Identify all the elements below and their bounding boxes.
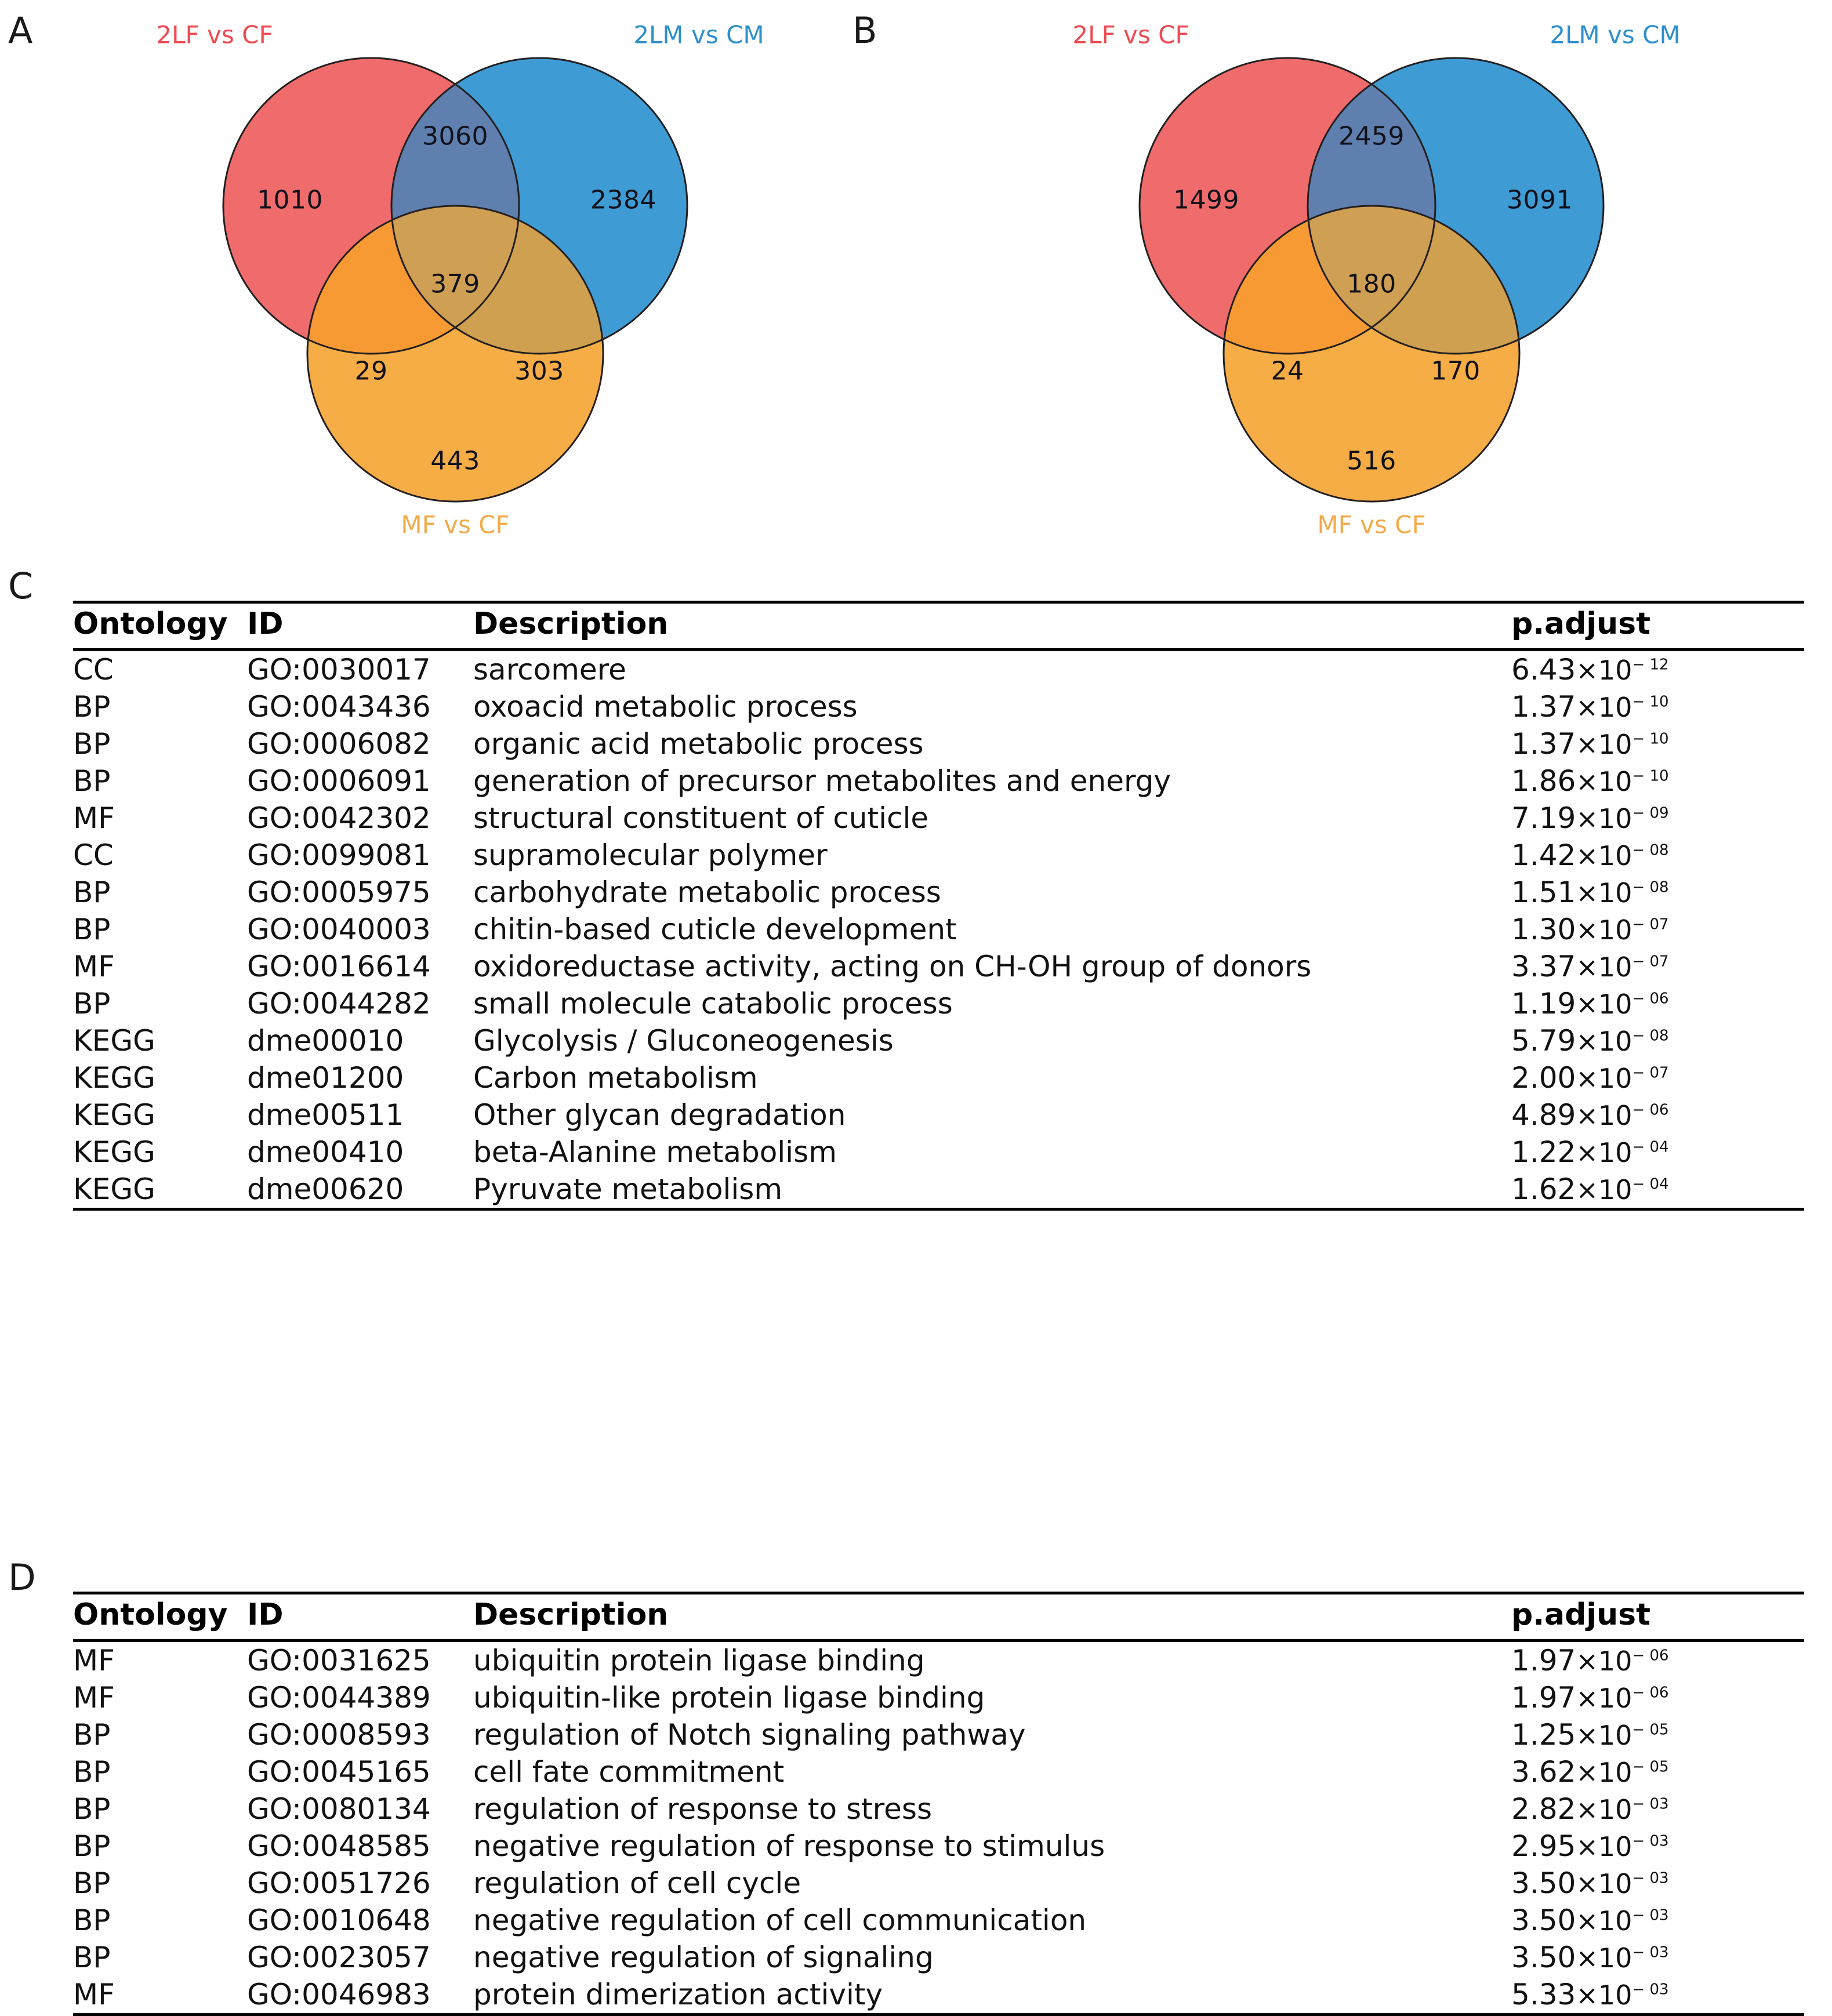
cell-description: oxidoreductase activity, acting on CH-OH group of donors xyxy=(473,949,1312,983)
cell-description: carbohydrate metabolic process xyxy=(473,875,941,909)
cell-description: Carbon metabolism xyxy=(473,1060,758,1095)
cell-ontology: CC xyxy=(73,838,114,872)
table-row xyxy=(73,1640,1804,1679)
table-row xyxy=(73,1902,1804,1939)
cell-padjust: $3.62\times 10^{- 05}$ xyxy=(1511,1755,1669,1789)
cell-ontology: KEGG xyxy=(73,1135,155,1169)
table-row xyxy=(73,688,1804,725)
cell-id: dme01200 xyxy=(247,1060,404,1095)
cell-ontology: MF xyxy=(73,801,115,835)
table-row xyxy=(73,948,1804,985)
cell-padjust: $2.95\times 10^{- 03}$ xyxy=(1511,1829,1669,1863)
table-row xyxy=(73,1939,1804,1976)
table-row xyxy=(73,649,1804,688)
table-row xyxy=(73,985,1804,1022)
cell-description: negative regulation of signaling xyxy=(473,1940,934,1974)
table-row xyxy=(73,1096,1804,1134)
cell-id: GO:0046983 xyxy=(247,1976,473,2015)
cell-padjust: $3.50\times 10^{- 03}$ xyxy=(1511,1903,1669,1937)
cell-id: GO:0006082 xyxy=(247,727,431,761)
cell-padjust: $1.97\times 10^{- 06}$ xyxy=(1511,1680,1669,1714)
table-row xyxy=(73,1059,1804,1096)
cell-id: GO:0031625 xyxy=(247,1643,431,1677)
cell-ontology: BP xyxy=(73,1829,111,1863)
table-row xyxy=(73,1865,1804,1902)
venn-count-right-bottom-a: 303 xyxy=(514,356,564,386)
cell-padjust: $7.19\times 10^{- 09}$ xyxy=(1511,801,1669,835)
cell-id: dme00620 xyxy=(247,1171,473,1209)
venn-count-left-right-a: 3060 xyxy=(422,121,488,151)
cell-description: organic acid metabolic process xyxy=(473,727,924,761)
cell-id: dme00511 xyxy=(247,1098,404,1132)
cell-padjust: $1.37\times 10^{- 10}$ xyxy=(1511,727,1669,761)
cell-ontology: KEGG xyxy=(73,1098,155,1132)
cell-description: regulation of response to stress xyxy=(473,1792,932,1826)
cell-padjust: $1.42\times 10^{- 08}$ xyxy=(1511,838,1669,872)
panel-label-b: B xyxy=(852,9,877,52)
table-header-row xyxy=(73,1593,1804,1641)
venn-set-label-left-a: 2LF vs CF xyxy=(156,20,273,49)
cell-ontology: BP xyxy=(73,1940,111,1974)
table-row xyxy=(73,1790,1804,1828)
cell-padjust: $1.86\times 10^{- 10}$ xyxy=(1511,764,1669,798)
cell-description: beta-Alanine metabolism xyxy=(473,1135,837,1169)
venn-set-label-left-b: 2LF vs CF xyxy=(1072,20,1189,49)
cell-ontology: BP xyxy=(73,986,111,1020)
cell-padjust: $1.62\times 10^{- 04}$ xyxy=(1511,1171,1804,1209)
cell-id: GO:0048585 xyxy=(247,1829,431,1863)
cell-id: GO:0008593 xyxy=(247,1717,431,1752)
cell-id: GO:0044282 xyxy=(247,986,431,1020)
col-header-id: ID xyxy=(247,1593,473,1641)
cell-description: oxoacid metabolic process xyxy=(473,689,858,724)
cell-padjust: $5.79\times 10^{- 08}$ xyxy=(1511,1023,1669,1058)
venn-diagram-b xyxy=(916,0,1832,551)
cell-ontology: BP xyxy=(73,875,111,909)
cell-description: chitin-based cuticle development xyxy=(473,912,957,946)
cell-id: GO:0042302 xyxy=(247,801,431,835)
cell-ontology: MF xyxy=(73,1643,115,1677)
cell-id: dme00410 xyxy=(247,1135,404,1169)
table-row xyxy=(73,1976,1804,2015)
cell-id: GO:0099081 xyxy=(247,838,431,872)
cell-ontology: KEGG xyxy=(73,1171,247,1209)
cell-description: regulation of Notch signaling pathway xyxy=(473,1717,1026,1752)
table-row xyxy=(73,837,1804,874)
venn-set-label-bottom-a: MF vs CF xyxy=(401,510,510,539)
venn-count-left-only-a: 1010 xyxy=(257,185,323,215)
cell-id: dme00010 xyxy=(247,1023,404,1058)
cell-padjust: $3.50\times 10^{- 03}$ xyxy=(1511,1866,1669,1900)
venn-count-left-only-b: 1499 xyxy=(1173,185,1239,215)
table-row xyxy=(73,725,1804,762)
enrichment-table-c xyxy=(73,601,1804,1211)
cell-padjust: $5.33\times 10^{- 03}$ xyxy=(1511,1976,1804,2015)
cell-description: Other glycan degradation xyxy=(473,1098,846,1132)
cell-description: Pyruvate metabolism xyxy=(473,1171,1511,1209)
cell-ontology: BP xyxy=(73,1792,111,1826)
cell-id: GO:0040003 xyxy=(247,912,431,946)
cell-padjust: $3.37\times 10^{- 07}$ xyxy=(1511,949,1669,983)
cell-id: GO:0023057 xyxy=(247,1940,431,1974)
cell-ontology: BP xyxy=(73,1755,111,1789)
enrichment-table-d xyxy=(73,1592,1804,2016)
table-row xyxy=(73,1753,1804,1790)
venn-count-all-three-b: 180 xyxy=(1347,269,1396,299)
panel-label-d: D xyxy=(8,1556,36,1599)
col-header-ontology: Ontology xyxy=(73,1593,247,1641)
cell-description: negative regulation of cell communication xyxy=(473,1903,1087,1937)
col-header-description: Description xyxy=(473,602,1511,650)
col-header-description: Description xyxy=(473,1593,1511,1641)
venn-set-label-right-b: 2LM vs CM xyxy=(1550,20,1681,49)
venn-count-bottom-only-a: 443 xyxy=(430,446,480,476)
cell-description: cell fate commitment xyxy=(473,1755,785,1789)
cell-ontology: MF xyxy=(73,1680,115,1714)
cell-id: GO:0051726 xyxy=(247,1866,431,1900)
cell-ontology: BP xyxy=(73,1866,111,1900)
cell-padjust: $6.43\times 10^{- 12}$ xyxy=(1511,652,1669,686)
cell-padjust: $3.50\times 10^{- 03}$ xyxy=(1511,1940,1669,1974)
cell-description: generation of precursor metabolites and energy xyxy=(473,764,1171,798)
cell-ontology: KEGG xyxy=(73,1060,155,1095)
cell-ontology: KEGG xyxy=(73,1023,155,1058)
venn-count-left-bottom-b: 24 xyxy=(1271,356,1304,386)
table-row xyxy=(73,874,1804,911)
cell-description: negative regulation of response to stimulus xyxy=(473,1829,1105,1863)
table-row xyxy=(73,1022,1804,1059)
cell-padjust: $4.89\times 10^{- 06}$ xyxy=(1511,1098,1669,1132)
cell-id: GO:0030017 xyxy=(247,652,431,686)
col-header-padjust: p.adjust xyxy=(1511,602,1804,650)
cell-description: ubiquitin-like protein ligase binding xyxy=(473,1680,985,1714)
venn-count-left-bottom-a: 29 xyxy=(354,356,388,386)
cell-description: regulation of cell cycle xyxy=(473,1866,801,1900)
cell-description: sarcomere xyxy=(473,652,626,686)
cell-id: GO:0045165 xyxy=(247,1755,431,1789)
venn-count-all-three-a: 379 xyxy=(430,269,480,299)
cell-id: GO:0005975 xyxy=(247,875,431,909)
cell-ontology: CC xyxy=(73,652,114,686)
venn-count-right-bottom-b: 170 xyxy=(1431,356,1481,386)
table-row xyxy=(73,1828,1804,1865)
venn-diagram-a xyxy=(0,0,916,551)
table-row xyxy=(73,1171,1804,1209)
cell-id: GO:0044389 xyxy=(247,1680,431,1714)
cell-ontology: BP xyxy=(73,1717,111,1752)
cell-ontology: MF xyxy=(73,949,115,983)
cell-ontology: BP xyxy=(73,764,111,798)
cell-padjust: $1.25\times 10^{- 05}$ xyxy=(1511,1717,1669,1752)
cell-ontology: BP xyxy=(73,727,111,761)
venn-count-left-right-b: 2459 xyxy=(1338,121,1405,151)
cell-ontology: BP xyxy=(73,1903,111,1937)
table-row xyxy=(73,1679,1804,1716)
venn-set-label-bottom-b: MF vs CF xyxy=(1317,510,1426,539)
venn-count-right-only-a: 2384 xyxy=(590,185,656,215)
cell-padjust: $1.19\times 10^{- 06}$ xyxy=(1511,986,1669,1020)
venn-set-label-right-a: 2LM vs CM xyxy=(633,20,764,49)
cell-description: protein dimerization activity xyxy=(473,1976,1511,2015)
col-header-id: ID xyxy=(247,602,473,650)
panel-label-a: A xyxy=(8,9,33,52)
table-header-row xyxy=(73,602,1804,650)
cell-padjust: $1.97\times 10^{- 06}$ xyxy=(1511,1643,1669,1677)
cell-ontology: MF xyxy=(73,1976,247,2015)
cell-padjust: $1.22\times 10^{- 04}$ xyxy=(1511,1135,1669,1169)
venn-count-right-only-b: 3091 xyxy=(1507,185,1573,215)
cell-description: supramolecular polymer xyxy=(473,838,828,872)
cell-description: structural constituent of cuticle xyxy=(473,801,929,835)
table-row xyxy=(73,1134,1804,1171)
cell-description: Glycolysis / Gluconeogenesis xyxy=(473,1023,894,1058)
col-header-padjust: p.adjust xyxy=(1511,1593,1804,1641)
cell-id: GO:0010648 xyxy=(247,1903,431,1937)
cell-padjust: $1.51\times 10^{- 08}$ xyxy=(1511,875,1669,909)
cell-padjust: $2.82\times 10^{- 03}$ xyxy=(1511,1792,1669,1826)
cell-ontology: BP xyxy=(73,689,111,724)
cell-ontology: BP xyxy=(73,912,111,946)
table-row xyxy=(73,800,1804,837)
panel-label-c: C xyxy=(8,565,34,607)
cell-id: GO:0080134 xyxy=(247,1792,431,1826)
cell-description: ubiquitin protein ligase binding xyxy=(473,1643,925,1677)
table-row xyxy=(73,762,1804,800)
table-row xyxy=(73,911,1804,948)
venn-count-bottom-only-b: 516 xyxy=(1347,446,1396,476)
cell-padjust: $1.37\times 10^{- 10}$ xyxy=(1511,689,1669,724)
cell-padjust: $1.30\times 10^{- 07}$ xyxy=(1511,912,1669,946)
cell-id: GO:0016614 xyxy=(247,949,431,983)
table-row xyxy=(73,1716,1804,1753)
cell-id: GO:0006091 xyxy=(247,764,431,798)
cell-description: small molecule catabolic process xyxy=(473,986,953,1020)
col-header-ontology: Ontology xyxy=(73,602,247,650)
cell-padjust: $2.00\times 10^{- 07}$ xyxy=(1511,1060,1669,1095)
cell-id: GO:0043436 xyxy=(247,689,431,724)
